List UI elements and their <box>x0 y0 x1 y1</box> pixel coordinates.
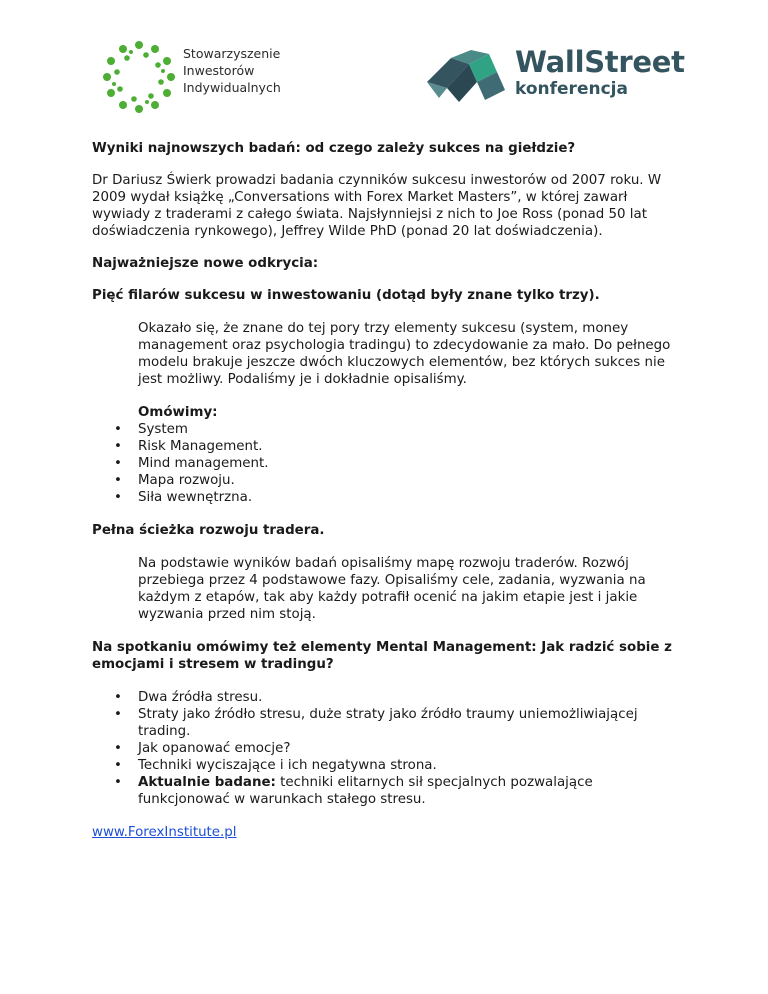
sii-logo <box>100 38 178 121</box>
sii-logo-line: Indywidualnych <box>183 80 281 95</box>
list-item: • Techniki wyciszające i ich negatywna strona. <box>114 757 677 774</box>
list-item-text: techniki elitarnych sił specjalnych pozwalające funkcjonować w warunkach stałego stresu. <box>138 775 593 807</box>
list-item: • System <box>92 421 677 438</box>
sii-logo-line: Inwestorów <box>183 63 255 78</box>
omowimy-section <box>138 404 677 506</box>
header <box>0 0 768 120</box>
document-body <box>92 140 677 841</box>
list-item <box>114 774 677 808</box>
sii-logo-line: Stowarzyszenie <box>183 46 281 61</box>
ws-logo-subtitle: konferencja <box>515 79 628 99</box>
pillars-paragraph: Okazało się, że znane do tej pory trzy elementy sukcesu (system, money management oraz psychologia tradingu) to zdecydowanie za mało. Do pełnego modelu brakuje jeszcze dwóch kluczowych elementów, bez których sukces nie jest możliwy. Podaliśmy je i dokładnie opisaliśmy. <box>138 321 671 387</box>
intro-paragraph: Dr Dariusz Świerk prowadzi badania czynników sukcesu inwestorów od 2007 roku. W 2009 wydał książkę „Conversations with Forex Market Masters”, w której zawarł wywiady z traderami z całego świata. Najsłynniejsi z nich to Joe Ross (ponad 50 lat doświadczenia rynkowego), Jeffrey Wilde PhD (ponad 20 lat doświadczenia). <box>92 173 662 239</box>
list-item: • Jak opanować emocje? <box>114 740 677 757</box>
list-item: • Siła wewnętrzna. <box>92 489 677 506</box>
page-title: Wyniki najnowszych badań: od czego zależy sukces na giełdzie? <box>92 141 576 156</box>
list-item: • Straty jako źródło stresu, duże straty jako źródło traumy uniemożliwiającej trading. <box>114 706 677 740</box>
forex-institute-link[interactable]: www.ForexInstitute.pl <box>92 825 237 840</box>
ws-logo <box>425 48 509 109</box>
stress-list <box>114 689 677 808</box>
list-item: • Dwa źródła stresu. <box>114 689 677 706</box>
omowimy-list <box>92 421 677 506</box>
list-item: • Risk Management. <box>92 438 677 455</box>
list-item-bold-label: Aktualnie badane: <box>138 775 276 790</box>
discoveries-heading: Najważniejsze nowe odkrycia: <box>92 256 319 271</box>
list-item: • Mind management. <box>92 455 677 472</box>
mental-heading: Na spotkaniu omówimy też elementy Mental Management: Jak radzić sobie z emocjami i stresem w tradingu? <box>92 640 672 672</box>
path-paragraph: Na podstawie wyników badań opisaliśmy mapę rozwoju traderów. Rozwój przebiega przez 4 podstawowe fazy. Opisaliśmy cele, zadania, wyzwania na każdym z etapów, tak aby każdy potrafił ocenić na jakim etapie jest i jakie wyzwania przed nim stoją. <box>138 556 646 622</box>
ws-logo-title: WallStreet <box>515 45 685 79</box>
list-item: • Mapa rozwoju. <box>92 472 677 489</box>
omowimy-heading: Omówimy: <box>138 405 218 420</box>
path-heading: Pełna ścieżka rozwoju tradera. <box>92 523 325 538</box>
pillars-heading: Pięć filarów sukcesu w inwestowaniu (dotąd były znane tylko trzy). <box>92 288 600 303</box>
sii-logo-text <box>183 45 281 96</box>
ring-of-dots-icon <box>100 38 178 116</box>
diamond-shards-icon <box>425 48 509 104</box>
